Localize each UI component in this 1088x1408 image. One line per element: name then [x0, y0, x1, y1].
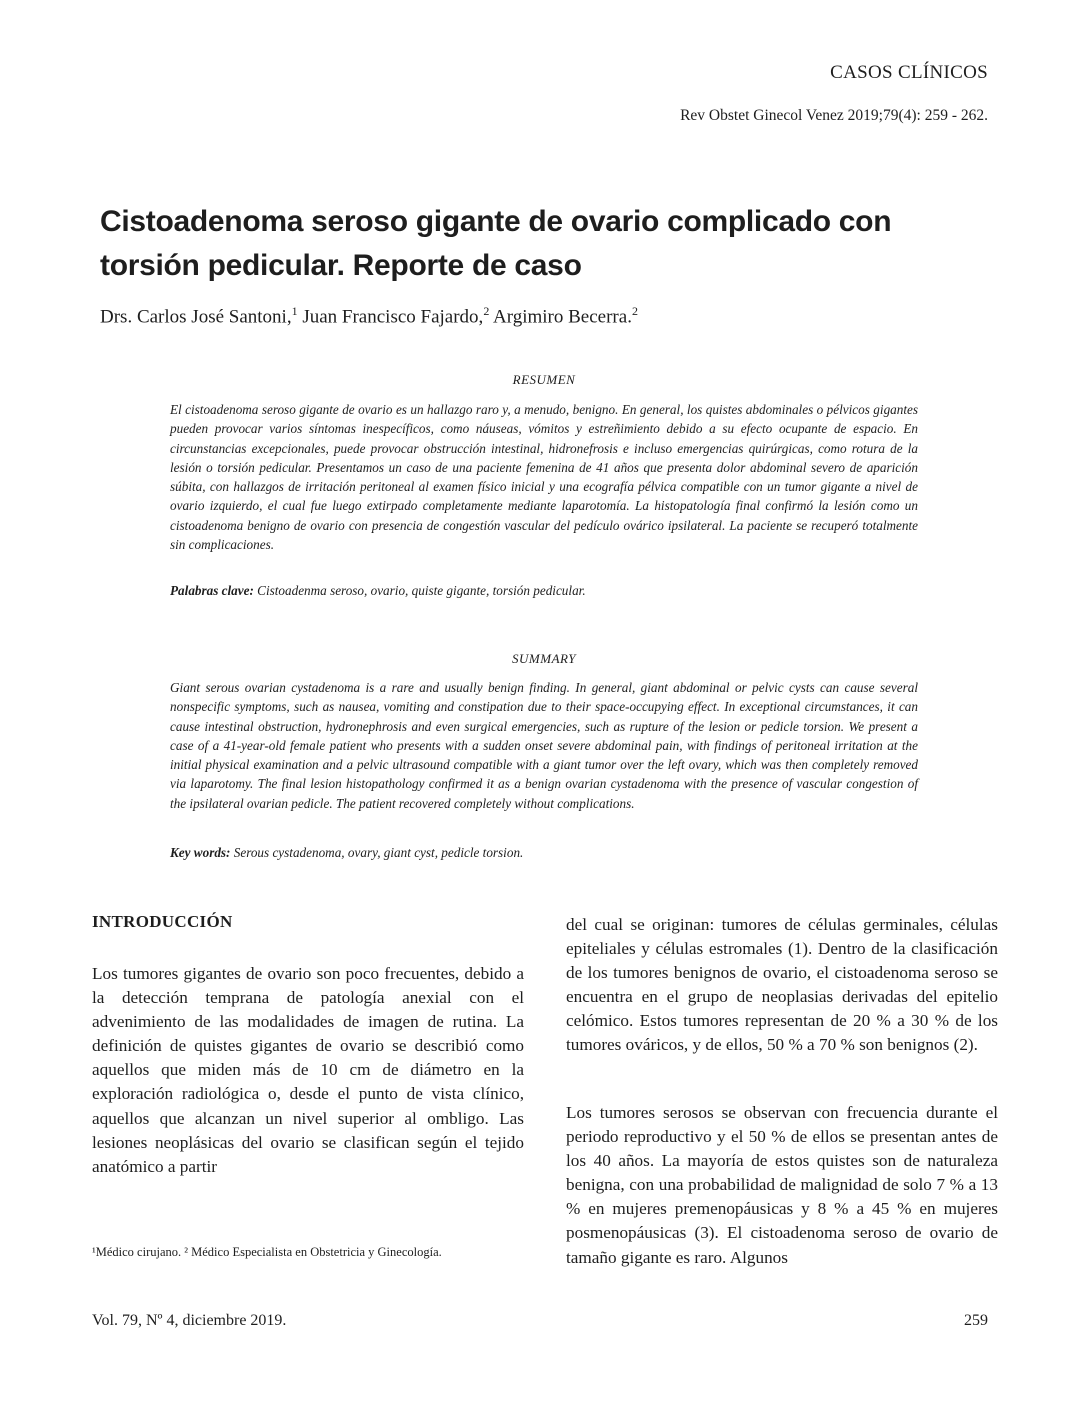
- volume-info: Vol. 79, Nº 4, diciembre 2019.: [92, 1312, 287, 1329]
- summary-keywords: [170, 845, 918, 861]
- section-label: CASOS CLÍNICOS: [830, 62, 988, 83]
- author-1: Drs. Carlos José Santoni,: [100, 306, 292, 328]
- author-list: [100, 304, 638, 328]
- intro-paragraph-right-2: Los tumores serosos se observan con frecuencia durante el periodo reproductivo y el 50 % de ellos se presentan antes de los 40 años. La mayoría de estos quistes son de naturaleza benigna, con una probabilidad de malignidad de solo 7 % a 13 % en mujeres premenopáusicas y 8 % a 45 % en mujeres posmenopáusicas (3). El cistoadenoma seroso de ovario de tamaño gigante es raro. Algunos: [566, 1103, 998, 1267]
- intro-paragraph-left: Los tumores gigantes de ovario son poco frecuentes, debido a la detección temprana de patología anexial con el advenimiento de las modalidades de imagen de rutina. La definición de quistes gigantes de ovario se describió como aquellos que miden más de 10 cm de diámetro en la exploración radiológica o, desde el punto de vista clínico, aquellos que alcanzan un nivel superior al ombligo. Las lesiones neoplásicas del ovario se clasifican según el tejido anatómico a partir: [92, 964, 524, 1176]
- intro-heading: INTRODUCCIÓN: [92, 912, 233, 931]
- summary-text: Giant serous ovarian cystadenoma is a rare and usually benign finding. In general, giant abdominal or pelvic cysts can cause several nonspecific symptoms, such as nausea, vomiting and constipation due to their space-occupying effect. In exceptional circumstances, it can cause intestinal obstruction, hydronephrosis and even surgical emergencies, such as rupture of the lesion or pedicle torsion. We present a case of a 41-year-old female patient who presents with a sudden onset severe abdominal pain, with findings of peritoneal irritation at the initial physical examination and a pelvic ultrasound compatible with a giant tumor over the left ovary, which was then completely removed via laparotomy. The final lesion histopathology confirmed it as a benign ovarian cystadenoma with the presence of vascular congestion of the ipsilateral ovarian pedicle. The patient recovered completely without complications.: [170, 680, 918, 811]
- author-3: Argimiro Becerra.: [489, 306, 632, 328]
- summary-heading: SUMMARY: [512, 651, 576, 666]
- intro-paragraph-right-1: del cual se originan: tumores de células germinales, células epiteliales y células estromales (1). Dentro de la clasificación de los tumores benignos de ovario, el cistoadenoma seroso se encuentra en el grupo de neoplasias derivadas del epitelio celómico. Estos tumores representan de 20 % a 30 % de los tumores ováricos, y de ellos, 50 % a 70 % son benignos (2).: [566, 915, 998, 1055]
- resumen-text: El cistoadenoma seroso gigante de ovario es un hallazgo raro y, a menudo, benigno. En general, los quistes abdominales o pélvicos gigantes pueden provocar varios síntomas inespecíficos, como náuseas, vómitos y estreñimiento debido a su efecto ocupante de espacio. En circunstancias excepcionales, puede provocar obstrucción intestinal, hidronefrosis e incluso emergencias quirúrgicas, como rotura de la lesión o torsión pedicular. Presentamos un caso de una paciente femenina de 41 años que presenta dolor abdominal severo de aparición súbita, con hallazgos de irritación peritoneal al examen físico inicial y una ecografía pélvica compatible con un tumor gigante a nivel de ovario izquierdo, el cual fue luego extirpado completamente mediante laparotomía. La histopatología final confirmó la lesión como un cistoadenoma benigno de ovario con presencia de congestión vascular del pedículo ovárico ipsilateral. La paciente se recuperó totalmente sin complicaciones.: [170, 402, 918, 553]
- author-2-affiliation: 2: [483, 304, 490, 318]
- summary-keywords-label: Key words:: [170, 845, 231, 860]
- author-2: Juan Francisco Fajardo,: [297, 306, 484, 328]
- author-3-affiliation: 2: [631, 304, 638, 318]
- affiliation-footnote: ¹Médico cirujano. ² Médico Especialista en Obstetricia y Ginecología.: [92, 1245, 442, 1259]
- summary-keywords-list: Serous cystadenoma, ovary, giant cyst, pedicle torsion.: [230, 845, 524, 860]
- page-number: 259: [964, 1312, 988, 1329]
- author-1-affiliation: 1: [291, 304, 298, 318]
- article-title: Cistoadenoma seroso gigante de ovario complicado con torsión pedicular. Reporte de caso: [100, 205, 892, 282]
- journal-citation: Rev Obstet Ginecol Venez 2019;79(4): 259 - 262.: [680, 107, 988, 124]
- resumen-keywords-label: Palabras clave:: [170, 583, 254, 598]
- resumen-heading: RESUMEN: [512, 372, 576, 387]
- resumen-keywords: [170, 583, 918, 599]
- resumen-keywords-list: Cistoadenma seroso, ovario, quiste gigante, torsión pedicular.: [253, 583, 586, 598]
